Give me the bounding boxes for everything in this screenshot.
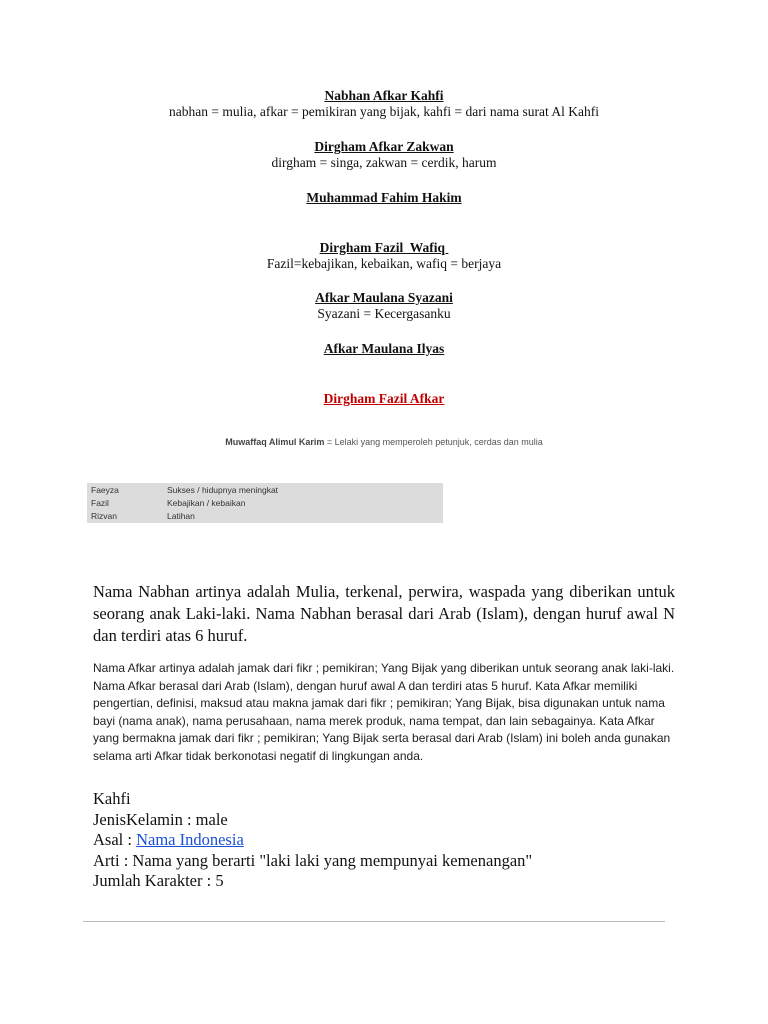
origin-link[interactable]: Nama Indonesia bbox=[136, 830, 244, 850]
muwaffaq-meaning: = Lelaki yang memperoleh petunjuk, cerdas dan mulia bbox=[324, 437, 543, 447]
length-value: 5 bbox=[215, 871, 224, 891]
name-title: Muhammad Fahim Hakim bbox=[306, 190, 462, 205]
table-row bbox=[87, 497, 443, 510]
name-meaning: Fazil=kebajikan, kebaikan, wafiq = berjaya bbox=[266, 256, 502, 271]
name-meaning-table bbox=[87, 483, 443, 523]
name-title-highlighted: Dirgham Fazil Afkar bbox=[323, 391, 445, 406]
origin-label: Asal : bbox=[93, 830, 137, 850]
name-title: Afkar Maulana Ilyas bbox=[323, 341, 445, 356]
length-label: Jumlah Karakter : bbox=[93, 871, 216, 891]
name-title: Nabhan Afkar Kahfi bbox=[324, 88, 444, 103]
kahfi-origin-line bbox=[93, 830, 532, 851]
table-cell-name: Rizvan bbox=[91, 511, 117, 521]
name-entry-muhammad-fahim bbox=[0, 190, 768, 206]
table-cell-name: Faeyza bbox=[91, 485, 119, 495]
table-cell-meaning: Sukses / hidupnya meningkat bbox=[167, 485, 279, 495]
kahfi-details bbox=[93, 789, 532, 892]
table-cell-meaning: Kebajikan / kebaikan bbox=[167, 498, 246, 508]
kahfi-name: Kahfi bbox=[93, 789, 131, 808]
name-entry-nabhan bbox=[0, 88, 768, 120]
meaning-value: Nama yang berarti "laki laki yang mempunyai kemenangan" bbox=[132, 850, 533, 870]
name-meaning: dirgham = singa, zakwan = cerdik, harum bbox=[271, 155, 497, 170]
name-entry-dirgham-zakwan bbox=[0, 139, 768, 171]
afkar-description: Nama Afkar artinya adalah jamak dari fikr ; pemikiran; Yang Bijak yang diberikan untuk seorang anak laki-laki. Nama Afkar berasal dari Arab (Islam), dengan huruf awal A dan terdiri atas 5 huruf. Kata Afkar memiliki pengertian, definisi, maksud atau makna jamak dari fikr ; pemikiran; Yang Bijak, bisa digunakan untuk nama bayi (nama anak), nama perusahaan, nama merek produk, nama tempat, dan lain sebagainya. Kata Afkar yang bermakna jamak dari fikr ; pemikiran; Yang Bijak serta berasal dari Arab (Islam) ini boleh anda gunakan selama arti Afkar tidak berkonotasi negatif di lingkungan anda. bbox=[93, 661, 675, 763]
name-meaning: nabhan = mulia, afkar = pemikiran yang bijak, kahfi = dari nama surat Al Kahfi bbox=[169, 104, 599, 119]
name-title: Dirgham Fazil Wafiq bbox=[319, 240, 449, 255]
kahfi-gender-line bbox=[93, 810, 532, 831]
gender-value: male bbox=[195, 809, 228, 829]
table-cell-name: Fazil bbox=[91, 498, 109, 508]
name-entry-dirgham-wafiq bbox=[0, 240, 768, 272]
table-row bbox=[87, 484, 443, 497]
name-title: Afkar Maulana Syazani bbox=[315, 290, 453, 305]
muwaffaq-name: Muwaffaq Alimul Karim bbox=[225, 437, 325, 447]
table-row bbox=[87, 510, 443, 523]
name-meaning: Syazani = Kecergasanku bbox=[317, 306, 451, 321]
name-entry-afkar-ilyas bbox=[0, 341, 768, 357]
page-divider bbox=[83, 921, 665, 922]
kahfi-meaning-line bbox=[93, 851, 532, 872]
name-entry-dirgham-afkar bbox=[0, 391, 768, 407]
kahfi-length-line bbox=[93, 871, 532, 892]
table-cell-meaning: Latihan bbox=[167, 511, 195, 521]
name-title: Dirgham Afkar Zakwan bbox=[314, 139, 454, 154]
muwaffaq-line bbox=[0, 437, 768, 447]
gender-label: JenisKelamin : bbox=[93, 809, 196, 829]
name-entry-afkar-syazani bbox=[0, 290, 768, 322]
meaning-label: Arti : bbox=[93, 850, 133, 870]
nabhan-description: Nama Nabhan artinya adalah Mulia, terkenal, perwira, waspada yang diberikan untuk seorang anak Laki-laki. Nama Nabhan berasal dari Arab (Islam), dengan huruf awal N dan terdiri atas 6 huruf. bbox=[93, 582, 675, 645]
